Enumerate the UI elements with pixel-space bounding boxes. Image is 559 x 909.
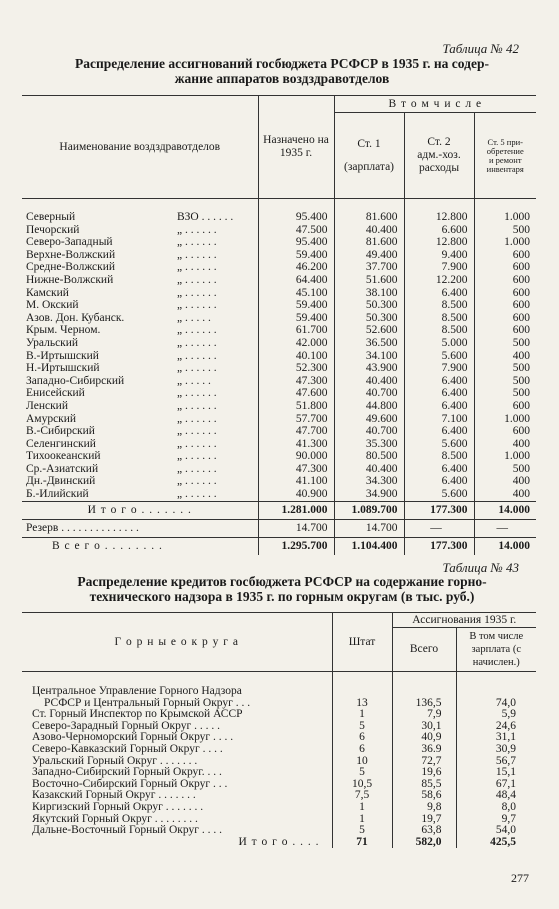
cell-salary: 74,0 <box>456 698 536 710</box>
row-label: В с е г о . . . . . . . . <box>22 537 258 555</box>
table-row <box>22 375 536 388</box>
cell-st2: 8.500 <box>404 299 474 312</box>
cell-total: 30,1 <box>392 721 456 733</box>
table-row <box>22 261 536 274</box>
cell-st1: 1.089.700 <box>334 501 404 519</box>
cell-assigned: 95.400 <box>258 211 334 224</box>
header-assign: Ассигнования 1935 г. <box>392 613 536 628</box>
cell-salary: 8,0 <box>456 802 536 814</box>
table-row <box>22 463 536 476</box>
dept-name: Верхне-Волжский <box>26 248 116 261</box>
row-label: Резерв . . . . . . . . . . . . . . <box>22 519 258 537</box>
cell-st2: 7.100 <box>404 413 474 426</box>
cell-assigned: 59.400 <box>258 299 334 312</box>
row-name: Якутский Горный Округ . . . . . . . . <box>32 812 198 825</box>
cell-st1: 50.300 <box>334 299 404 312</box>
dept-name: Селенгинский <box>26 437 96 450</box>
spacer-cell <box>22 672 332 687</box>
table-row <box>22 287 536 300</box>
dept-name: Северный <box>26 211 76 223</box>
cell-st5: 600 <box>474 425 536 438</box>
cell-st1: 34.300 <box>334 475 404 488</box>
cell-staff <box>332 686 392 698</box>
table-43 <box>22 612 536 848</box>
row-name <box>22 375 258 388</box>
dept-name: Печорский <box>26 223 80 236</box>
cell-st2: 5.600 <box>404 438 474 451</box>
spacer-row <box>22 199 536 212</box>
dept-name: Западно-Сибирский <box>26 374 125 387</box>
cell-st2: 5.600 <box>404 350 474 363</box>
dept-mark: „ . . . . . <box>177 374 211 387</box>
table-row <box>22 362 536 375</box>
row-name <box>22 287 258 300</box>
cell-st2: 6.400 <box>404 463 474 476</box>
cell-salary: 425,5 <box>456 837 536 849</box>
header-name: Наименование воздздравотделов <box>22 96 258 199</box>
header-st1: Ст. 1 (зарплата) <box>334 113 404 199</box>
table-43-title-line2: технического надзора в 1935 г. по горным округам (в тыс. руб.) <box>89 589 475 604</box>
cell-st5: 400 <box>474 475 536 488</box>
table-row <box>22 400 536 413</box>
row-name <box>22 413 258 426</box>
dept-name: Северо-Западный <box>26 236 113 249</box>
dept-mark: „ . . . . . . <box>177 349 217 362</box>
cell-assigned: 47.700 <box>258 425 334 438</box>
cell-total: 85,5 <box>392 779 456 791</box>
spacer-cell <box>334 199 404 212</box>
cell-assigned: 40.900 <box>258 488 334 501</box>
row-name <box>22 425 258 438</box>
cell-staff: 13 <box>332 698 392 710</box>
cell-salary: 56,7 <box>456 756 536 768</box>
dept-name: М. Окский <box>26 299 79 312</box>
cell-st1: 40.400 <box>334 224 404 237</box>
table-row <box>22 299 536 312</box>
table-43-title-line1: Распределение кредитов госбюджета РСФСР на содержание горно- <box>77 574 487 589</box>
cell-st1: 43.900 <box>334 362 404 375</box>
header-total: Всего <box>392 628 456 672</box>
row-name <box>22 350 258 363</box>
cell-st2: 12.200 <box>404 274 474 287</box>
cell-salary: 5,9 <box>456 709 536 721</box>
cell-staff: 1 <box>332 802 392 814</box>
total-row <box>22 501 536 519</box>
cell-st1: 50.300 <box>334 312 404 325</box>
cell-st5: 1.000 <box>474 413 536 426</box>
row-name <box>22 337 258 350</box>
cell-st5: 600 <box>474 274 536 287</box>
cell-st1: 81.600 <box>334 236 404 249</box>
cell-st2: 6.400 <box>404 425 474 438</box>
dept-name: Н.-Иртышский <box>26 362 100 375</box>
table-row <box>22 350 536 363</box>
cell-st2: 9.400 <box>404 249 474 262</box>
dept-name: Нижне-Волжский <box>26 273 114 286</box>
table-row <box>22 274 536 287</box>
cell-assigned: 64.400 <box>258 274 334 287</box>
row-name <box>22 438 258 451</box>
cell-st5: 400 <box>474 488 536 501</box>
dept-mark: „ . . . . . . <box>177 475 217 488</box>
cell-staff: 10,5 <box>332 779 392 791</box>
cell-st5: 400 <box>474 438 536 451</box>
cell-salary <box>456 686 536 698</box>
cell-salary: 48,4 <box>456 790 536 802</box>
dept-mark: „ . . . . . . <box>177 261 217 274</box>
cell-st1: 51.600 <box>334 274 404 287</box>
cell-st5: — <box>474 519 536 537</box>
cell-st5: 1.000 <box>474 236 536 249</box>
cell-total: 40,9 <box>392 732 456 744</box>
row-name: Уральский Горный Округ . . . . . . . <box>32 754 198 767</box>
cell-st5: 500 <box>474 387 536 400</box>
spacer-cell <box>22 199 258 212</box>
cell-assigned: 40.100 <box>258 350 334 363</box>
table-row <box>22 224 536 237</box>
row-name <box>22 475 258 488</box>
dept-name: Крым. Черном. <box>26 324 101 337</box>
cell-staff: 5 <box>332 767 392 779</box>
cell-st5: 14.000 <box>474 537 536 555</box>
page-number: 277 <box>511 871 529 885</box>
cell-total <box>392 686 456 698</box>
spacer-cell <box>404 199 474 212</box>
table-42-title-line1: Распределение ассигнований госбюджета РСФСР в 1935 г. на содер- <box>75 56 489 71</box>
table-row <box>22 825 536 837</box>
header-incl: В т о м ч и с л е <box>334 96 536 113</box>
row-name <box>22 450 258 463</box>
table-row <box>22 438 536 451</box>
cell-assigned: 95.400 <box>258 236 334 249</box>
cell-assigned: 45.100 <box>258 287 334 300</box>
cell-st1: 40.700 <box>334 425 404 438</box>
row-name: Восточно-Сибирский Горный Округ . . . <box>32 777 228 790</box>
cell-staff: 1 <box>332 814 392 826</box>
cell-assigned: 59.400 <box>258 312 334 325</box>
cell-st1: 14.700 <box>334 519 404 537</box>
cell-st2: 6.400 <box>404 400 474 413</box>
cell-st5: 600 <box>474 400 536 413</box>
row-label: И т о г о . . . . . . . <box>22 501 258 519</box>
cell-st1: 40.700 <box>334 387 404 400</box>
row-name <box>22 312 258 325</box>
dept-mark: „ . . . . . . <box>177 299 217 312</box>
dept-mark: „ . . . . . . <box>177 248 217 261</box>
row-name: Азово-Черноморский Горный Округ . . . . <box>32 731 234 744</box>
row-name: Северо-Кавказский Горный Округ . . . . <box>32 742 223 755</box>
cell-staff: 6 <box>332 732 392 744</box>
dept-mark: „ . . . . . . <box>177 425 217 438</box>
cell-st5: 500 <box>474 375 536 388</box>
row-name: Ст. Горный Инспектор по Крымской АССР <box>32 708 243 721</box>
cell-st5: 600 <box>474 324 536 337</box>
header-staff: Штат <box>332 613 392 672</box>
table-row <box>22 324 536 337</box>
cell-salary: 15,1 <box>456 767 536 779</box>
cell-assigned: 46.200 <box>258 261 334 274</box>
cell-st1: 81.600 <box>334 211 404 224</box>
table-42-title <box>22 56 542 86</box>
cell-st1: 37.700 <box>334 261 404 274</box>
cell-total: 136,5 <box>392 698 456 710</box>
cell-total: 72,7 <box>392 756 456 768</box>
dept-mark: „ . . . . . . <box>177 488 217 501</box>
cell-st5: 500 <box>474 224 536 237</box>
cell-st5: 1.000 <box>474 211 536 224</box>
cell-assigned: 59.400 <box>258 249 334 262</box>
cell-assigned: 47.300 <box>258 463 334 476</box>
table-row <box>22 413 536 426</box>
table-row <box>22 744 536 756</box>
cell-st2: 12.800 <box>404 211 474 224</box>
cell-st1: 35.300 <box>334 438 404 451</box>
cell-st5: 14.000 <box>474 501 536 519</box>
dept-mark: „ . . . . . . <box>177 437 217 450</box>
row-name <box>22 362 258 375</box>
cell-staff: 1 <box>332 709 392 721</box>
cell-assigned: 41.300 <box>258 438 334 451</box>
row-name <box>22 299 258 312</box>
cell-st2: 6.600 <box>404 224 474 237</box>
dept-name: Тихоокеанский <box>26 450 101 463</box>
spacer-cell <box>456 672 536 687</box>
spacer-row <box>22 672 536 687</box>
cell-salary: 67,1 <box>456 779 536 791</box>
dept-name: Камский <box>26 286 69 299</box>
cell-st1: 40.400 <box>334 375 404 388</box>
dept-mark: „ . . . . . . <box>177 462 217 475</box>
table-43-title <box>22 574 542 604</box>
cell-staff: 10 <box>332 756 392 768</box>
cell-assigned: 1.281.000 <box>258 501 334 519</box>
cell-st5: 500 <box>474 362 536 375</box>
cell-st2: 12.800 <box>404 236 474 249</box>
header-st2: Ст. 2 адм.-хоз. расходы <box>404 113 474 199</box>
cell-st5: 600 <box>474 299 536 312</box>
cell-st5: 600 <box>474 287 536 300</box>
table-42-title-line2: жание аппаратов воздздравотделов <box>174 71 390 86</box>
cell-staff: 5 <box>332 825 392 837</box>
dept-mark: „ . . . . . . <box>177 236 217 249</box>
dept-name: Б.-Илийский <box>26 488 89 501</box>
cell-salary: 30,9 <box>456 744 536 756</box>
table-42-label: Таблица № 42 <box>442 41 519 56</box>
table-row <box>22 249 536 262</box>
cell-st2: 7.900 <box>404 362 474 375</box>
cell-st2: 5.600 <box>404 488 474 501</box>
cell-assigned: 14.700 <box>258 519 334 537</box>
cell-st5: 500 <box>474 337 536 350</box>
cell-st2: 8.500 <box>404 312 474 325</box>
row-name: Казакский Горный Округ . . . . . . . <box>32 789 196 802</box>
cell-assigned: 47.600 <box>258 387 334 400</box>
cell-st1: 52.600 <box>334 324 404 337</box>
cell-st1: 36.500 <box>334 337 404 350</box>
cell-st5: 400 <box>474 350 536 363</box>
header-st5: Ст. 5 при- обретение и ремонт инвентаря <box>474 113 536 199</box>
table-42 <box>22 95 536 555</box>
cell-st5: 500 <box>474 463 536 476</box>
row-name <box>22 274 258 287</box>
table-row <box>22 312 536 325</box>
row-name <box>22 224 258 237</box>
cell-assigned: 47.300 <box>258 375 334 388</box>
cell-staff: 6 <box>332 744 392 756</box>
spacer-cell <box>474 199 536 212</box>
cell-st2: 6.400 <box>404 375 474 388</box>
header-assigned: Назначено на 1935 г. <box>258 96 334 199</box>
dept-name: Ср.-Азиатский <box>26 462 99 475</box>
dept-name: Азов. Дон. Кубанск. <box>26 311 125 324</box>
table-43-label: Таблица № 43 <box>442 560 519 575</box>
dept-mark: „ . . . . . . <box>177 412 217 425</box>
row-name <box>22 236 258 249</box>
reserve-row <box>22 519 536 537</box>
cell-st2: 6.400 <box>404 287 474 300</box>
row-name <box>22 488 258 501</box>
cell-st2: 7.900 <box>404 261 474 274</box>
cell-staff: 5 <box>332 721 392 733</box>
grand-total-row <box>22 537 536 555</box>
cell-total: 19,7 <box>392 814 456 826</box>
cell-salary: 24,6 <box>456 721 536 733</box>
cell-st5: 1.000 <box>474 450 536 463</box>
row-name <box>22 261 258 274</box>
spacer-cell <box>332 672 392 687</box>
dept-name: Уральский <box>26 336 79 349</box>
dept-mark: „ . . . . . . <box>177 286 217 299</box>
cell-assigned: 41.100 <box>258 475 334 488</box>
cell-salary: 9,7 <box>456 814 536 826</box>
cell-assigned: 90.000 <box>258 450 334 463</box>
dept-mark: „ . . . . . . <box>177 336 217 349</box>
cell-assigned: 61.700 <box>258 324 334 337</box>
dept-name: Енисейский <box>26 387 85 400</box>
table-row <box>22 211 536 224</box>
cell-total: 7,9 <box>392 709 456 721</box>
cell-st2: 8.500 <box>404 324 474 337</box>
row-name: Западно-Сибирский Горный Округ. . . . <box>32 766 222 779</box>
cell-st2: 8.500 <box>404 450 474 463</box>
cell-total: 9,8 <box>392 802 456 814</box>
total-row <box>22 837 536 849</box>
cell-st1: 34.100 <box>334 350 404 363</box>
row-name <box>22 249 258 262</box>
dept-mark: „ . . . . . . <box>177 387 217 400</box>
row-name: Киргизский Горный Округ . . . . . . . <box>32 800 204 813</box>
row-name <box>22 387 258 400</box>
cell-assigned: 51.800 <box>258 400 334 413</box>
table-row <box>22 802 536 814</box>
row-label: И т о г о . . . . <box>238 835 320 848</box>
dept-name: В.-Сибирский <box>26 425 95 438</box>
dept-mark: „ . . . . . . <box>177 273 217 286</box>
table-row <box>22 236 536 249</box>
spacer-cell <box>392 672 456 687</box>
table-row <box>22 767 536 779</box>
cell-st1: 49.600 <box>334 413 404 426</box>
cell-staff: 71 <box>332 837 392 849</box>
dept-name: В.-Иртышский <box>26 349 99 362</box>
cell-st1: 38.100 <box>334 287 404 300</box>
cell-st5: 600 <box>474 249 536 262</box>
cell-st1: 40.400 <box>334 463 404 476</box>
row-name <box>22 400 258 413</box>
cell-total: 19,6 <box>392 767 456 779</box>
cell-st2: 177.300 <box>404 501 474 519</box>
cell-st1: 49.400 <box>334 249 404 262</box>
spacer-cell <box>258 199 334 212</box>
cell-st1: 34.900 <box>334 488 404 501</box>
cell-assigned: 1.295.700 <box>258 537 334 555</box>
dept-name: Амурский <box>26 412 77 425</box>
cell-staff: 7,5 <box>332 790 392 802</box>
cell-salary: 54,0 <box>456 825 536 837</box>
row-name <box>22 211 258 224</box>
header-salary: В том числе зарплата (с начислен.) <box>456 628 536 672</box>
table-row <box>22 450 536 463</box>
cell-assigned: 42.000 <box>258 337 334 350</box>
header-districts: Г о р н ы е о к р у г а <box>22 613 332 672</box>
row-name: РСФСР и Центральный Горный Округ . . . <box>44 696 251 709</box>
cell-assigned: 52.300 <box>258 362 334 375</box>
dept-mark: „ . . . . . . <box>177 362 217 375</box>
dept-name: Ленский <box>26 399 68 412</box>
cell-st1: 44.800 <box>334 400 404 413</box>
row-name <box>22 463 258 476</box>
row-name <box>22 324 258 337</box>
table-row <box>22 475 536 488</box>
table-row <box>22 686 536 698</box>
table-row <box>22 337 536 350</box>
row-name: Центральное Управление Горного Надзора <box>32 685 242 697</box>
cell-st2: — <box>404 519 474 537</box>
cell-st2: 5.000 <box>404 337 474 350</box>
cell-st2: 6.400 <box>404 475 474 488</box>
cell-total: 63,8 <box>392 825 456 837</box>
cell-assigned: 57.700 <box>258 413 334 426</box>
cell-total: 36.9 <box>392 744 456 756</box>
cell-total: 582,0 <box>392 837 456 849</box>
dept-mark: ВЗО . . . . . . <box>177 211 234 223</box>
dept-mark: „ . . . . . . <box>177 399 217 412</box>
dept-mark: „ . . . . . . <box>177 450 217 463</box>
dept-mark: „ . . . . . . <box>177 223 217 236</box>
cell-st1: 1.104.400 <box>334 537 404 555</box>
cell-st5: 600 <box>474 261 536 274</box>
cell-salary: 31,1 <box>456 732 536 744</box>
cell-st5: 600 <box>474 312 536 325</box>
row-name: Дальне-Восточный Горный Округ . . . . <box>32 824 222 837</box>
row-name: Северо-Зарадный Горный Округ . . . . . <box>32 719 220 732</box>
dept-name: Средне-Волжский <box>26 261 116 274</box>
cell-assigned: 47.500 <box>258 224 334 237</box>
dept-name: Дн.-Двинский <box>26 475 96 488</box>
dept-mark: „ . . . . . . <box>177 324 217 337</box>
table-row <box>22 488 536 501</box>
cell-st2: 6.400 <box>404 387 474 400</box>
cell-st2: 177.300 <box>404 537 474 555</box>
dept-mark: „ . . . . . <box>177 311 211 324</box>
cell-st1: 80.500 <box>334 450 404 463</box>
table-row <box>22 387 536 400</box>
table-row <box>22 425 536 438</box>
cell-total: 58,6 <box>392 790 456 802</box>
